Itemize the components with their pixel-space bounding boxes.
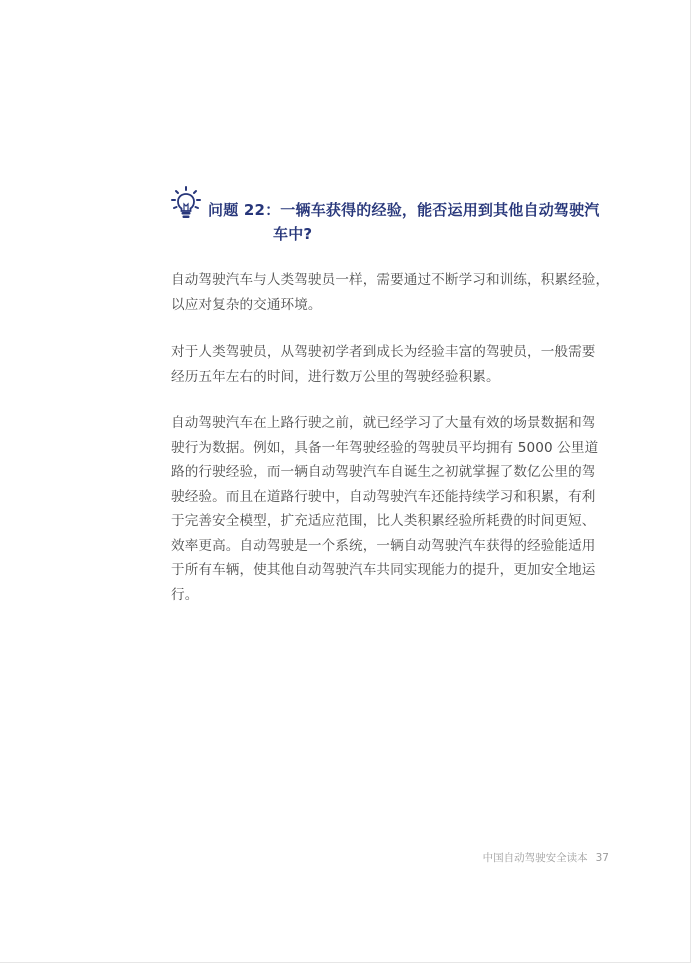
body-paragraph bbox=[171, 268, 610, 317]
paragraph-line: 效率更高。自动驾驶是一个系统，一辆自动驾驶汽车获得的经验能适用 bbox=[171, 537, 596, 554]
page-footer bbox=[483, 851, 609, 865]
page-number: 37 bbox=[595, 852, 609, 864]
question-title-line: 车中? bbox=[273, 225, 313, 243]
paragraph-line: 于所有车辆，使其他自动驾驶汽车共同实现能力的提升，更加安全地运 bbox=[171, 562, 596, 578]
question-title bbox=[208, 198, 598, 246]
paragraph-line: 行。 bbox=[171, 586, 199, 603]
paragraph-line: 自动驾驶汽车在上路行驶之前，就已经学习了大量有效的场景数据和驾 bbox=[171, 415, 596, 431]
paragraph-line: 驶经验。而且在道路行驶中，自动驾驶汽车还能持续学习和积累，有利 bbox=[171, 488, 596, 505]
paragraph-line: 以应对复杂的交通环境。 bbox=[171, 296, 322, 313]
paragraph-line: 对于人类驾驶员，从驾驶初学者到成长为经验丰富的驾驶员，一般需要 bbox=[171, 344, 596, 360]
paragraph-line: 自动驾驶汽车与人类驾驶员一样，需要通过不断学习和训练，积累经验， bbox=[171, 272, 610, 288]
lightbulb-icon bbox=[171, 186, 201, 220]
question-title-line: 问题 22：一辆车获得的经验，能否运用到其他自动驾驶汽 bbox=[208, 201, 600, 219]
body-paragraph bbox=[171, 411, 599, 607]
paragraph-line: 于完善安全模型，扩充适应范围，比人类积累经验所耗费的时间更短、 bbox=[171, 513, 596, 529]
paragraph-line: 驶行为数据。例如，具备一年驾驶经验的驾驶员平均拥有 5000 公里道 bbox=[171, 439, 599, 456]
paragraph-line: 路的行驶经验，而一辆自动驾驶汽车自诞生之初就掌握了数亿公里的驾 bbox=[171, 464, 596, 480]
body-paragraph bbox=[171, 340, 596, 389]
footer-book-title: 中国自动驾驶安全读本 bbox=[482, 852, 588, 864]
paragraph-line: 经历五年左右的时间，进行数万公里的驾驶经验积累。 bbox=[171, 368, 500, 385]
